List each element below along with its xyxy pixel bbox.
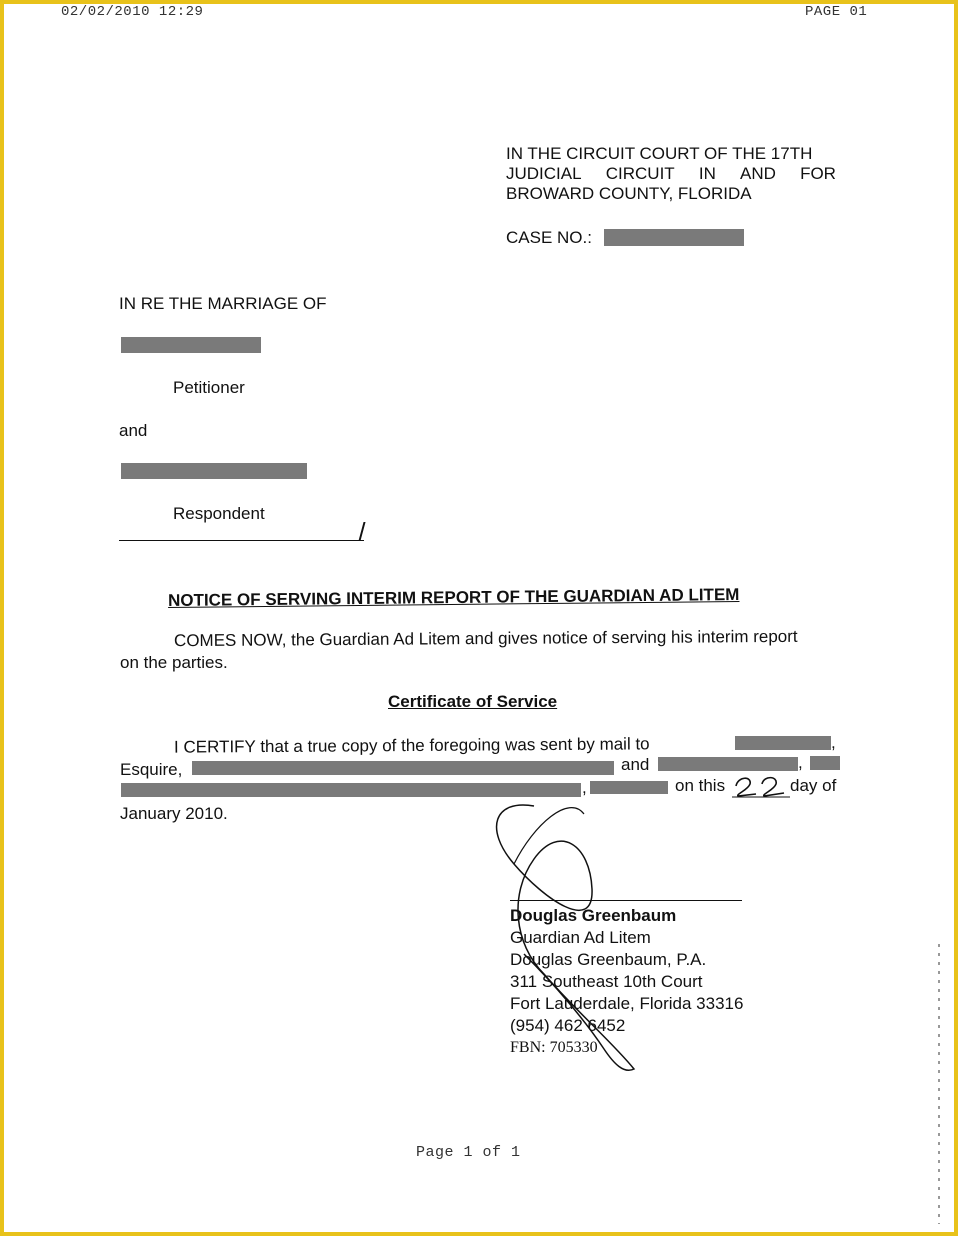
esquire-label: Esquire, — [120, 760, 183, 779]
caption-closing-line — [119, 540, 364, 541]
page-footer: Page 1 of 1 — [416, 1144, 521, 1161]
signatory-title: Guardian Ad Litem — [510, 928, 651, 947]
handwritten-signature — [474, 784, 654, 1074]
signatory-phone: (954) 462 6452 — [510, 1016, 626, 1035]
redacted-address-1 — [192, 761, 614, 775]
certificate-heading: Certificate of Service — [388, 692, 558, 711]
redacted-address-2a — [810, 756, 840, 770]
and-label-2: and — [621, 755, 650, 774]
court-word-judicial: JUDICIAL — [506, 164, 582, 183]
signatory-firm: Douglas Greenbaum, P.A. — [510, 950, 707, 969]
on-this-label: on this — [675, 776, 726, 795]
date-line: January 2010. — [120, 804, 228, 823]
scan-edge-marks — [938, 944, 940, 1224]
caption-closing-slash — [358, 522, 365, 541]
redacted-respondent-name — [121, 463, 307, 479]
document-title: NOTICE OF SERVING INTERIM REPORT OF THE GUARDIAN AD LITEM — [167, 585, 740, 610]
case-number-label: CASE NO.: — [506, 228, 592, 247]
fax-datetime: 02/02/2010 12:29 — [61, 4, 204, 20]
respondent-label: Respondent — [173, 504, 265, 523]
and-label: and — [119, 421, 148, 440]
court-line-2 — [506, 164, 836, 184]
document-page — [4, 4, 954, 1232]
petitioner-label: Petitioner — [173, 378, 245, 397]
signatory-address-1: 311 Southeast 10th Court — [510, 972, 703, 991]
signatory-address-2: Fort Lauderdale, Florida 33316 — [510, 994, 744, 1013]
court-word-circuit: CIRCUIT — [605, 164, 675, 183]
redacted-petitioner-name — [121, 337, 261, 353]
handwritten-day-22 — [732, 772, 792, 800]
comma-2: , — [798, 753, 803, 772]
day-of-label: day of — [790, 776, 837, 795]
court-line-3: BROWARD COUNTY, FLORIDA — [506, 184, 752, 203]
in-re-marriage: IN RE THE MARRIAGE OF — [119, 294, 327, 313]
redacted-attorney-name-1 — [735, 736, 831, 750]
body-line-1: COMES NOW, the Guardian Ad Litem and gives notice of serving his interim report — [173, 626, 798, 651]
comma-3: , — [582, 778, 587, 797]
comma-1: , — [831, 733, 836, 752]
certificate-line-1: I CERTIFY that a true copy of the foregoing was sent by mail to — [173, 734, 650, 757]
court-word-for: FOR — [800, 164, 836, 183]
redacted-attorney-name-2 — [658, 757, 798, 771]
court-word-and: AND — [740, 164, 776, 183]
body-line-2: on the parties. — [120, 653, 228, 672]
redacted-case-number — [604, 229, 744, 246]
signatory-name: Douglas Greenbaum — [510, 906, 677, 925]
signatory-fbn: FBN: 705330 — [510, 1039, 598, 1056]
court-word-in: IN — [698, 164, 716, 183]
fax-page-number: PAGE 01 — [805, 4, 868, 20]
court-line-1: IN THE CIRCUIT COURT OF THE 17TH — [506, 144, 813, 163]
